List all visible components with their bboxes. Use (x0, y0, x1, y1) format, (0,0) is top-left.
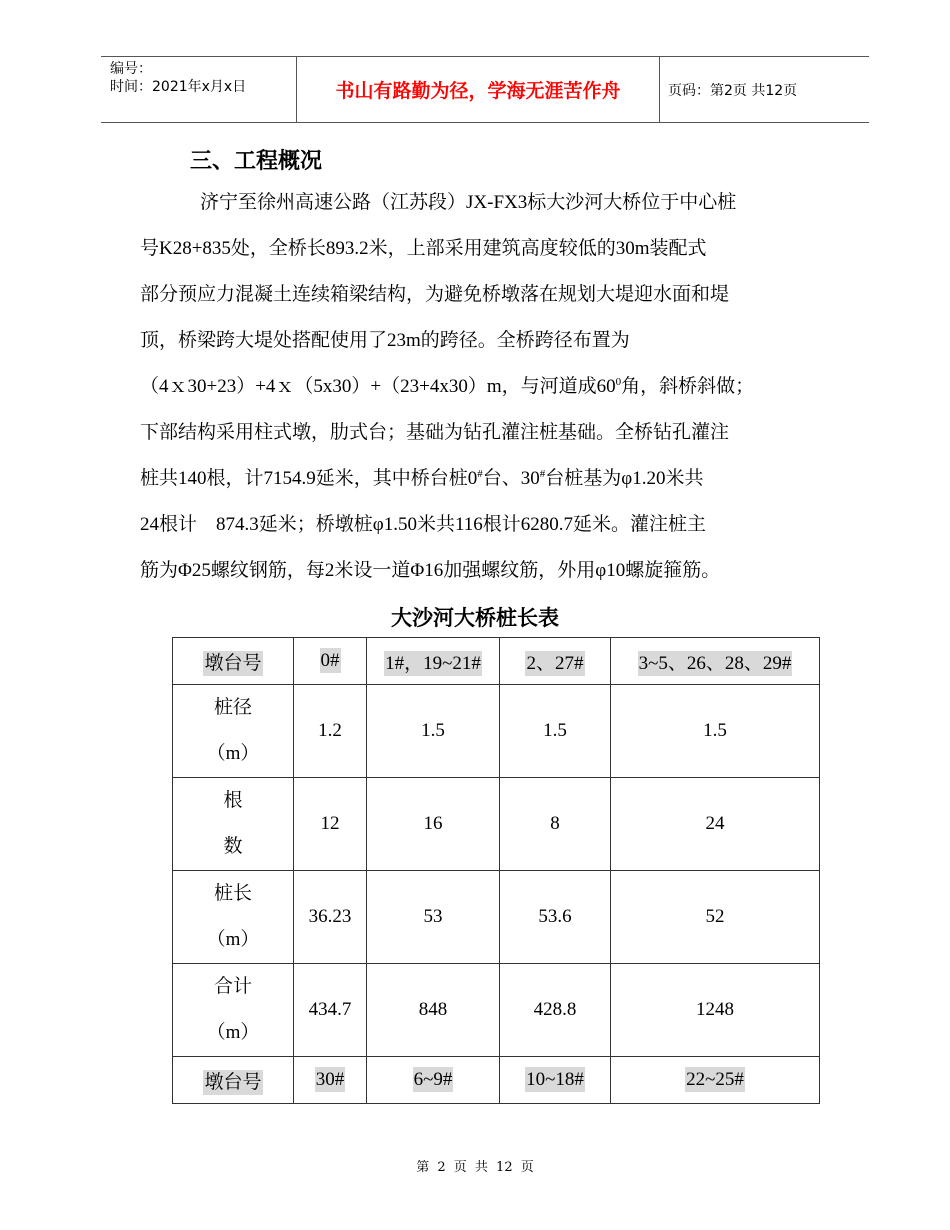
row-label (173, 964, 294, 1057)
row-label (173, 778, 294, 871)
table-cell: 16 (367, 778, 500, 871)
line-text: 角，斜桥斜做； (621, 376, 755, 397)
label-bottom: 数 (223, 836, 243, 857)
table-cell (611, 1057, 820, 1104)
table-cell: 53 (367, 871, 500, 964)
pier-id: 3~5、26、28、29# (638, 652, 792, 674)
time-label: 时间：2021年x月x日 (110, 79, 247, 95)
table-title: 大沙河大桥桩长表 (391, 606, 559, 630)
table-cell: 24 (611, 778, 820, 871)
table-cell (500, 638, 611, 685)
line-text: （4ｘ30+23）+4ｘ（5x30）+（23+4x30）m，与河道成60 (140, 376, 616, 397)
table-cell (294, 638, 367, 685)
header-meta (110, 60, 246, 96)
table-row (173, 871, 820, 964)
table-cell (173, 638, 294, 685)
pier-id: 22~25# (686, 1069, 744, 1090)
number-label: 编号： (110, 61, 152, 77)
row-label (173, 685, 294, 778)
table-cell: 8 (500, 778, 611, 871)
table-row (173, 778, 820, 871)
pier-id: 2、27# (526, 652, 584, 674)
line-text: 台、30 (482, 468, 540, 489)
table-cell: 434.7 (294, 964, 367, 1057)
table-cell (367, 638, 500, 685)
line-text: 桩共140根，计7154.9延米，其中桥台桩0 (140, 468, 478, 489)
table-cell: 1.2 (294, 685, 367, 778)
section-title: 三、工程概况 (190, 149, 323, 174)
header-label: 墩台号 (204, 652, 262, 674)
paragraph-line: 部分预应力混凝土连续箱梁结构，为避免桥墩落在规划大堤迎水面和堤 (140, 284, 730, 305)
table-last-row (173, 1057, 820, 1104)
table-cell (367, 1057, 500, 1104)
table-cell: 36.23 (294, 871, 367, 964)
header-label: 墩台号 (204, 1071, 262, 1093)
table-cell (294, 1057, 367, 1104)
header-bottom-rule (101, 122, 869, 123)
label-top: 桩长 (213, 883, 252, 904)
table-cell: 12 (294, 778, 367, 871)
table-cell: 1.5 (500, 685, 611, 778)
superscript: # (477, 468, 483, 480)
table-cell: 1.5 (611, 685, 820, 778)
header-divider (659, 56, 660, 122)
table-row (173, 964, 820, 1057)
header-motto: 书山有路勤为径，学海无涯苦作舟 (335, 79, 621, 102)
label-top: 根 (223, 790, 243, 811)
table-cell (500, 1057, 611, 1104)
paragraph-line: 济宁至徐州高速公路（江苏段）JX-FX3标大沙河大桥位于中心桩 (200, 192, 737, 213)
row-label (173, 871, 294, 964)
paragraph-line: 筋为Φ25螺纹钢筋，每2米设一道Φ16加强螺纹筋，外用φ10螺旋箍筋。 (140, 560, 721, 581)
pier-id: 30# (315, 1069, 345, 1090)
paragraph-line (140, 364, 840, 410)
table-cell (173, 1057, 294, 1104)
superscript: 0 (615, 376, 622, 388)
paragraph-line: 顶，桥梁跨大堤处搭配使用了23m的跨径。全桥跨径布置为 (140, 330, 630, 351)
paragraph-line (140, 456, 840, 502)
table-cell: 52 (611, 871, 820, 964)
paragraph-line: 24根计 874.3延米；桥墩桩φ1.50米共116根计6280.7延米。灌注桩主 (140, 514, 707, 535)
line-text: 台桩基为φ1.20米共 (545, 468, 704, 489)
table-header-row (173, 638, 820, 685)
pier-id: 1#，19~21# (385, 652, 481, 674)
label-bottom: （m） (206, 743, 260, 764)
table-cell: 848 (367, 964, 500, 1057)
table-cell: 428.8 (500, 964, 611, 1057)
page-footer: 第 2 页 共 12 页 (416, 1160, 534, 1175)
label-top: 合计 (213, 976, 252, 997)
pile-length-table (172, 637, 820, 1104)
pier-id: 0# (320, 650, 340, 671)
overview-paragraph (140, 180, 840, 594)
table-row (173, 685, 820, 778)
table-cell: 53.6 (500, 871, 611, 964)
paragraph-line: 号K28+835处，全桥长893.2米，上部采用建筑高度较低的30m装配式 (140, 238, 707, 259)
header-page-label: 页码：第2页 共12页 (668, 83, 798, 99)
paragraph-line: 下部结构采用柱式墩，肋式台；基础为钻孔灌注桩基础。全桥钻孔灌注 (140, 422, 730, 443)
label-top: 桩径 (213, 697, 252, 718)
table-cell: 1248 (611, 964, 820, 1057)
table-cell (611, 638, 820, 685)
label-bottom: （m） (206, 929, 260, 950)
label-bottom: （m） (206, 1022, 260, 1043)
table-cell: 1.5 (367, 685, 500, 778)
pier-id: 10~18# (526, 1069, 584, 1090)
superscript: # (539, 468, 546, 480)
pier-id: 6~9# (413, 1069, 453, 1090)
